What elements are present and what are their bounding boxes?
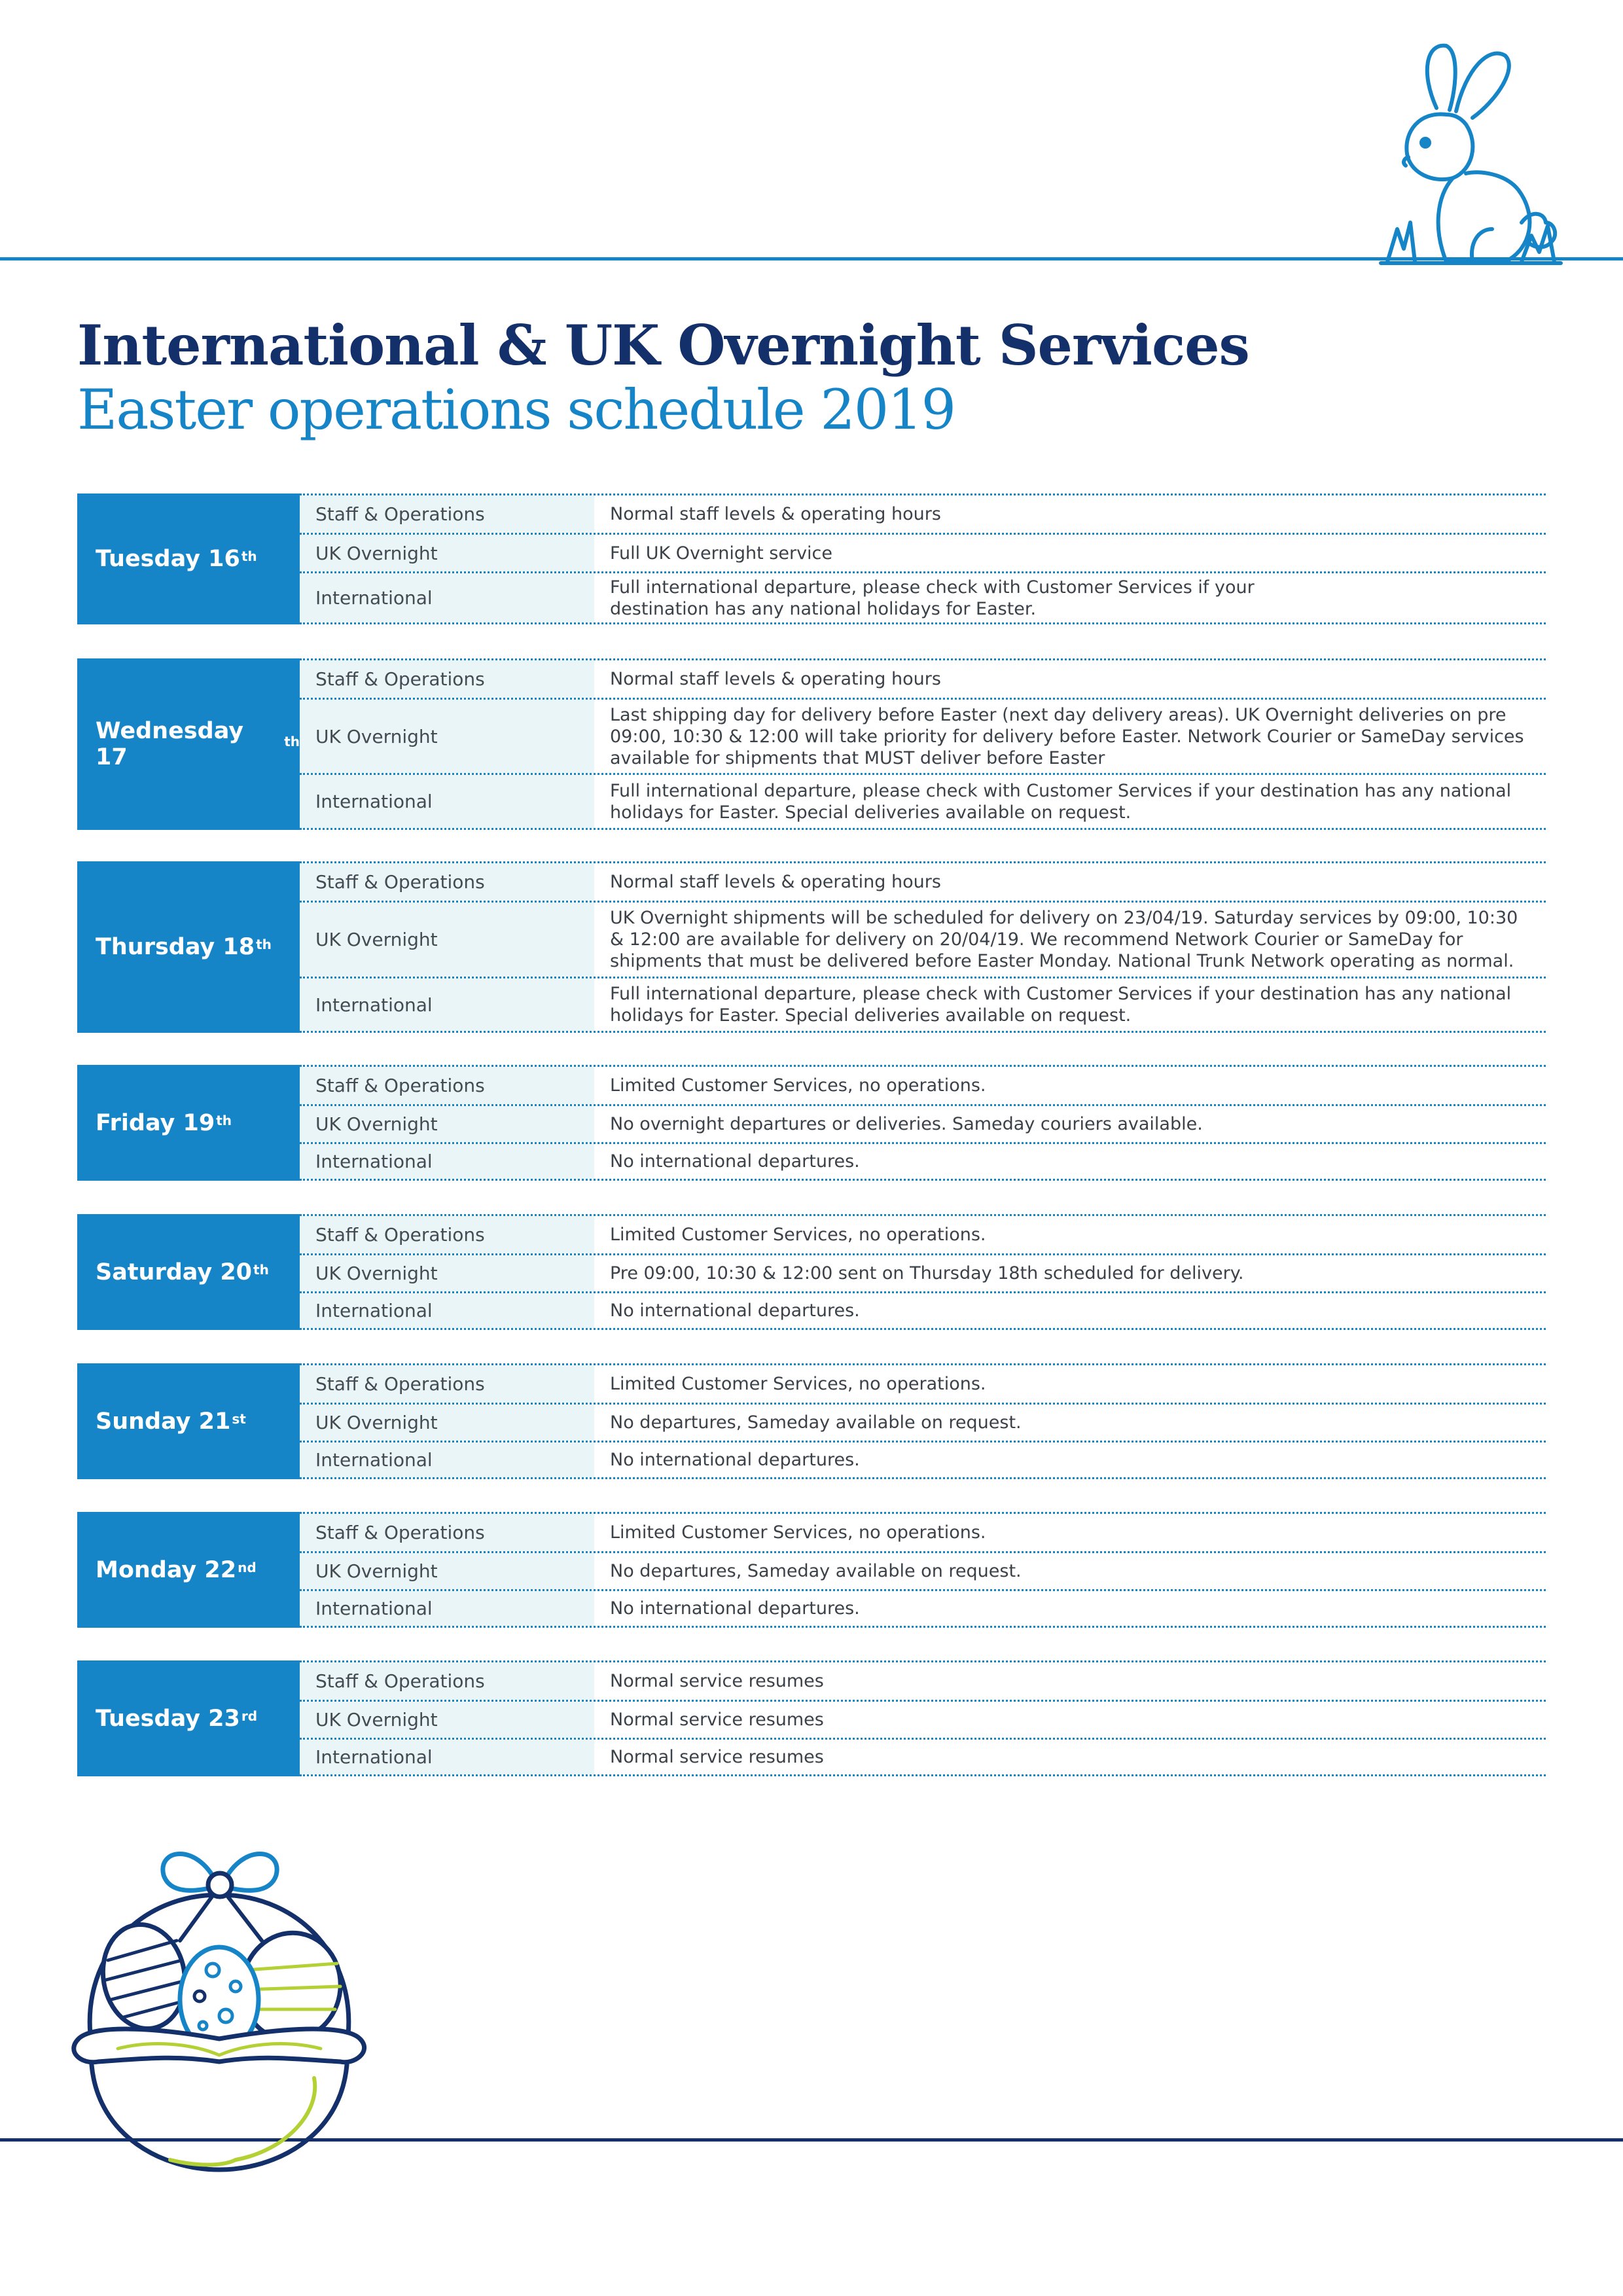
table-row	[300, 1514, 1546, 1551]
row-label: Staff & Operations	[300, 863, 594, 901]
table-row	[300, 1403, 1546, 1441]
table-row	[300, 1104, 1546, 1142]
row-label: International	[300, 1293, 594, 1328]
row-label: International	[300, 1144, 594, 1179]
table-row	[300, 1365, 1546, 1403]
table-row	[300, 1142, 1546, 1179]
table-row	[300, 1738, 1546, 1774]
day-block-monday-22	[77, 1512, 1546, 1628]
row-label: UK Overnight	[300, 535, 594, 571]
day-label: Friday 19 $^{th}$	[77, 1065, 300, 1181]
row-description: Full UK Overnight service	[610, 543, 833, 564]
row-description: Limited Customer Services, no operations.	[610, 1225, 986, 1245]
row-description: Limited Customer Services, no operations.	[610, 1522, 986, 1543]
row-description: Full international departure, please check with Customer Services if your destination has any national holidays for Easter.	[610, 577, 1255, 619]
row-label: UK Overnight	[300, 700, 594, 773]
table-row	[300, 533, 1546, 571]
row-label: International	[300, 1443, 594, 1477]
row-description: Full international departure, please check with Customer Services if your destination has any national holidays for Easter. Special deliveries available on request.	[610, 780, 1512, 823]
day-rows	[300, 1660, 1546, 1776]
row-label: UK Overnight	[300, 1405, 594, 1441]
row-description: Normal staff levels & operating hours	[610, 872, 941, 892]
row-description: Normal staff levels & operating hours	[610, 504, 941, 524]
day-block-friday-19	[77, 1065, 1546, 1181]
day-label: Monday 22 $^{nd}$	[77, 1512, 300, 1628]
row-description: No international departures.	[610, 1450, 860, 1470]
row-label: Staff & Operations	[300, 1514, 594, 1551]
row-description: No departures, Sameday available on request.	[610, 1412, 1022, 1433]
row-description: No international departures.	[610, 1300, 860, 1321]
table-row	[300, 773, 1546, 828]
rabbit-icon	[1374, 33, 1564, 272]
row-description: Last shipping day for delivery before Easter (next day delivery areas). UK Overnight deliveries on pre 09:00, 10:30 & 12:00 will take priority for delivery before Easter. Network Courier or SameDay services available for shipments that MUST deliver before Easter	[610, 704, 1524, 768]
row-label: Staff & Operations	[300, 1067, 594, 1104]
row-description: UK Overnight shipments will be scheduled for delivery on 23/04/19. Saturday services by 09:00, 10:30 & 12:00 are available for delivery on 20/04/19. We recommend Network Courier or SameDay for shipments that must be delivered before Easter Monday. National Trunk Network operating as normal.	[610, 908, 1518, 971]
day-rows	[300, 1065, 1546, 1181]
row-description: Limited Customer Services, no operations.	[610, 1374, 986, 1394]
day-label: Saturday 20 $^{th}$	[77, 1214, 300, 1330]
table-row	[300, 1441, 1546, 1477]
table-row	[300, 1589, 1546, 1626]
table-row	[300, 1700, 1546, 1738]
row-label: Staff & Operations	[300, 495, 594, 533]
row-label: UK Overnight	[300, 1553, 594, 1589]
day-block-sunday-21	[77, 1363, 1546, 1479]
day-block-wednesday-17	[77, 658, 1546, 830]
row-label: International	[300, 978, 594, 1031]
day-label: Wednesday 17 $^{th}$	[77, 658, 300, 830]
row-description: Full international departure, please check with Customer Services if your destination has any national holidays for Easter. Special deliveries available on request.	[610, 984, 1512, 1026]
row-label: Staff & Operations	[300, 1216, 594, 1253]
day-rows	[300, 493, 1546, 624]
row-label: Staff & Operations	[300, 1662, 594, 1700]
row-label: Staff & Operations	[300, 660, 594, 698]
day-rows	[300, 1214, 1546, 1330]
day-label: Tuesday 23 $^{rd}$	[77, 1660, 300, 1776]
table-row	[300, 977, 1546, 1031]
row-label: International	[300, 775, 594, 828]
row-description: No departures, Sameday available on request.	[610, 1561, 1022, 1581]
row-description: Normal staff levels & operating hours	[610, 669, 941, 689]
row-label: UK Overnight	[300, 903, 594, 977]
table-row	[300, 1253, 1546, 1291]
day-block-tuesday-23	[77, 1660, 1546, 1776]
page-subtitle: Easter operations schedule 2019	[77, 378, 955, 442]
table-row	[300, 1067, 1546, 1104]
row-description: Normal service resumes	[610, 1710, 824, 1730]
table-row	[300, 698, 1546, 773]
row-description: Normal service resumes	[610, 1671, 824, 1691]
day-rows	[300, 1363, 1546, 1479]
day-block-tuesday-16	[77, 493, 1546, 624]
easter-basket-icon	[65, 1829, 373, 2176]
table-row	[300, 495, 1546, 533]
day-label: Sunday 21 $^{st}$	[77, 1363, 300, 1479]
table-row	[300, 1662, 1546, 1700]
row-description: Pre 09:00, 10:30 & 12:00 sent on Thursday 18th scheduled for delivery.	[610, 1263, 1244, 1283]
row-label: Staff & Operations	[300, 1365, 594, 1403]
day-label: Tuesday 16 $^{th}$	[77, 493, 300, 624]
row-description: No international departures.	[610, 1151, 860, 1172]
day-block-thursday-18	[77, 861, 1546, 1033]
table-row	[300, 1291, 1546, 1328]
row-description: No international departures.	[610, 1598, 860, 1619]
table-row	[300, 1216, 1546, 1253]
page-title: International & UK Overnight Services	[77, 313, 1249, 378]
table-row	[300, 660, 1546, 698]
row-label: UK Overnight	[300, 1702, 594, 1738]
row-description: Normal service resumes	[610, 1747, 824, 1767]
table-row	[300, 571, 1546, 622]
day-rows	[300, 658, 1546, 830]
row-label: International	[300, 573, 594, 622]
day-rows	[300, 1512, 1546, 1628]
row-label: International	[300, 1591, 594, 1626]
day-block-saturday-20	[77, 1214, 1546, 1330]
row-label: International	[300, 1740, 594, 1774]
row-label: UK Overnight	[300, 1255, 594, 1291]
row-label: UK Overnight	[300, 1106, 594, 1142]
row-description: No overnight departures or deliveries. Sameday couriers available.	[610, 1114, 1203, 1134]
table-row	[300, 863, 1546, 901]
table-row	[300, 1551, 1546, 1589]
table-row	[300, 901, 1546, 977]
row-description: Limited Customer Services, no operations.	[610, 1075, 986, 1096]
day-rows	[300, 861, 1546, 1033]
day-label: Thursday 18 $^{th}$	[77, 861, 300, 1033]
